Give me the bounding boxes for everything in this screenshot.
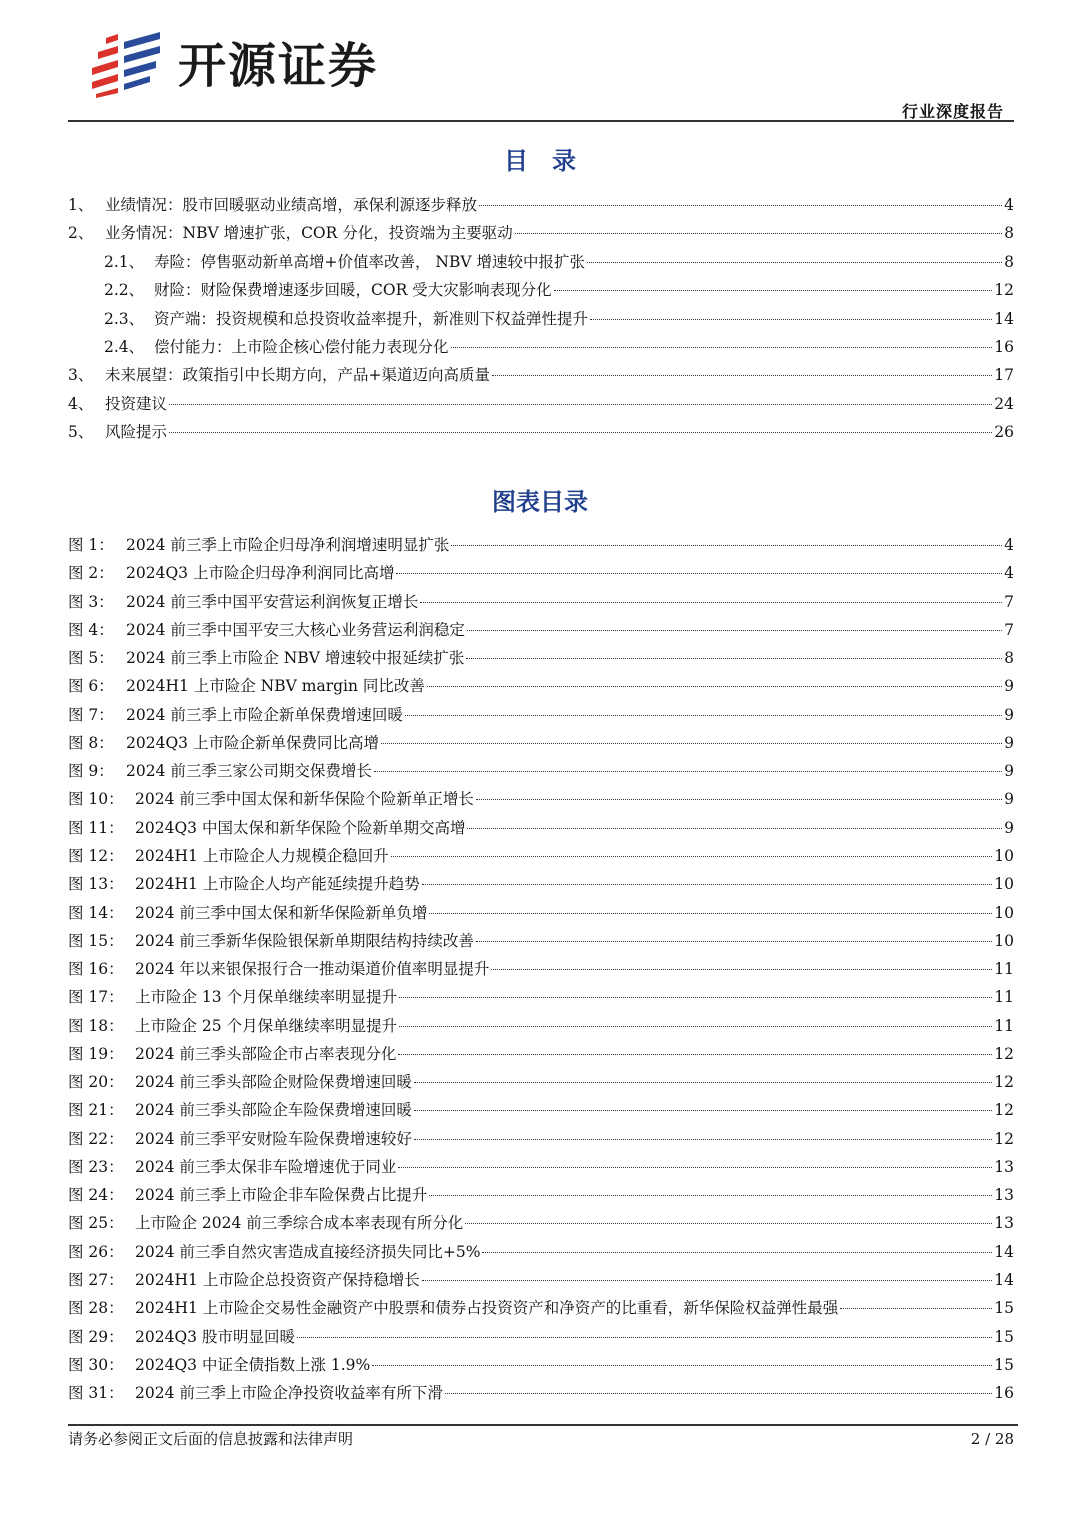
figure-entry[interactable]: [68, 1043, 1014, 1065]
figure-entry[interactable]: [68, 845, 1014, 867]
figure-entry-page: 7: [1004, 620, 1014, 639]
figure-entry[interactable]: [68, 1326, 1014, 1348]
dot-leader: [396, 573, 1002, 574]
figure-entry-page: 10: [994, 931, 1014, 950]
figure-entry[interactable]: [68, 1184, 1014, 1206]
figure-entry-label: 2024Q3 中国太保和新华保险个险新单期交高增: [135, 818, 466, 837]
toc-entry-number: 2.1、: [104, 252, 145, 271]
toc-title: 目 录: [504, 146, 576, 175]
figure-entry-page: 9: [1004, 733, 1014, 752]
figure-entry-label: 2024 前三季头部险企市占率表现分化: [135, 1044, 397, 1063]
figure-entry-label: 2024 前三季上市险企 NBV 增速较中报延续扩张: [126, 649, 465, 668]
figure-entry-label: 2024 前三季中国平安三大核心业务营运利润稳定: [126, 620, 465, 639]
figure-entry-page: 12: [994, 1129, 1014, 1148]
figure-entry[interactable]: [68, 619, 1014, 641]
figure-entry-label: 2024H1 上市险企人力规模企稳回升: [135, 846, 389, 865]
toc-entry-label: 业绩情况：股市回暖驱动业绩高增，承保利源逐步释放: [105, 196, 478, 214]
figure-entry-label: 2024 前三季上市险企净投资收益率有所下滑: [135, 1384, 443, 1403]
figure-entry-number: 图 17：: [68, 988, 124, 1007]
figure-entry[interactable]: [68, 1269, 1014, 1291]
toc-entry[interactable]: [68, 194, 1014, 216]
figure-entry-page: 16: [994, 1384, 1014, 1403]
dot-leader: [467, 828, 1002, 829]
toc-entry-label: 业务情况：NBV 增速扩张，COR 分化，投资端为主要驱动: [105, 224, 513, 243]
dot-leader: [476, 941, 992, 942]
dot-leader: [405, 715, 1002, 716]
figure-entry-label: 上市险企 25 个月保单继续率明显提升: [135, 1016, 398, 1035]
toc-entry-number: 2.4、: [104, 338, 145, 356]
dot-leader: [466, 658, 1002, 659]
figure-entry-number: 图 7：: [68, 705, 114, 724]
figure-entry-page: 12: [994, 1073, 1014, 1092]
figure-entry-number: 图 20：: [68, 1073, 124, 1092]
figure-entry[interactable]: [68, 534, 1014, 556]
figure-entry-page: 10: [994, 903, 1014, 922]
figure-entry-label: 2024 前三季太保非车险增速优于同业: [135, 1157, 397, 1176]
figure-entry[interactable]: [68, 760, 1014, 782]
figure-entry-page: 9: [1004, 818, 1014, 837]
dot-leader: [491, 969, 992, 970]
dot-leader: [374, 771, 1002, 772]
figure-entry-page: 13: [994, 1186, 1014, 1205]
toc-entry-number: 5、: [68, 423, 94, 442]
toc-entry-number: 2.2、: [104, 281, 145, 300]
header-divider: [68, 120, 1014, 122]
figure-entry-number: 图 24：: [68, 1186, 124, 1205]
figure-entry-number: 图 15：: [68, 931, 124, 950]
toc-entry-page: 17: [994, 366, 1014, 385]
figure-entry[interactable]: [68, 1212, 1014, 1234]
figure-entry-number: 图 1：: [68, 536, 114, 554]
dot-leader: [515, 233, 1002, 234]
kaiyuan-logo-icon: [88, 30, 168, 100]
figure-entry-page: 4: [1004, 536, 1014, 554]
toc-entry-label: 投资建议: [105, 394, 168, 413]
figure-entry-page: 9: [1004, 677, 1014, 696]
figure-entry-number: 图 30：: [68, 1355, 124, 1374]
figure-entry-label: 2024Q3 股市明显回暖: [135, 1327, 295, 1346]
footer-disclaimer: 请务必参阅正文后面的信息披露和法律声明: [68, 1430, 354, 1448]
figure-entry[interactable]: [68, 817, 1014, 839]
dot-leader: [391, 856, 993, 857]
toc-entry-label: 未来展望：政策指引中长期方向，产品+渠道迈向高质量: [105, 366, 490, 385]
figure-entry-number: 图 16：: [68, 960, 124, 979]
toc-entry-number: 2.3、: [104, 309, 145, 328]
dot-leader: [840, 1308, 992, 1309]
figure-entry-number: 图 19：: [68, 1044, 124, 1063]
figure-entry-number: 图 3：: [68, 592, 114, 611]
figure-entry-label: 2024 前三季平安财险车险保费增速较好: [135, 1129, 412, 1148]
figure-entry-label: 2024 前三季上市险企非车险保费占比提升: [135, 1186, 428, 1205]
dot-leader: [429, 1195, 992, 1196]
toc-entry-number: 4、: [68, 394, 94, 413]
dot-leader: [414, 1082, 992, 1083]
figure-entry-page: 13: [994, 1214, 1014, 1233]
brand-name: 开源证券: [178, 38, 379, 94]
figure-entry-label: 2024H1 上市险企总投资资产保持稳增长: [135, 1271, 420, 1290]
figure-entry[interactable]: [68, 1241, 1014, 1263]
figure-entry-page: 15: [994, 1327, 1014, 1346]
figure-entry[interactable]: [68, 562, 1014, 584]
dot-leader: [169, 404, 992, 405]
figure-entry-page: 12: [994, 1101, 1014, 1120]
figure-entry-number: 图 22：: [68, 1129, 124, 1148]
dot-leader: [169, 432, 992, 433]
figure-entry-page: 11: [994, 1016, 1014, 1035]
figure-entry-label: 2024 前三季头部险企财险保费增速回暖: [135, 1073, 412, 1092]
figure-entry-label: 2024 前三季上市险企新单保费增速回暖: [126, 705, 403, 724]
dot-leader: [554, 290, 993, 291]
figure-entry-number: 图 23：: [68, 1157, 124, 1176]
toc-entry-label: 风险提示: [105, 423, 168, 442]
dot-leader: [420, 602, 1002, 603]
toc-entry[interactable]: [104, 308, 1014, 330]
figure-entry[interactable]: [68, 1099, 1014, 1121]
toc-entry[interactable]: [68, 393, 1014, 415]
figure-entry-number: 图 31：: [68, 1384, 124, 1403]
figure-entry-label: 2024 前三季新华保险银保新单期限结构持续改善: [135, 931, 474, 950]
figure-entry-number: 图 18：: [68, 1016, 124, 1035]
dot-leader: [451, 347, 993, 348]
figure-entry-page: 10: [994, 846, 1014, 865]
figure-list-title: 图表目录: [492, 487, 588, 516]
toc-entry-number: 2、: [68, 224, 94, 243]
dot-leader: [492, 375, 992, 376]
footer-divider: [68, 1424, 1018, 1426]
figure-entry-number: 图 6：: [68, 677, 114, 696]
dot-leader: [398, 1054, 992, 1055]
figure-entry[interactable]: [68, 704, 1014, 726]
figure-entry[interactable]: [68, 732, 1014, 754]
figure-entry-label: 2024Q3 上市险企归母净利润同比高增: [126, 564, 395, 583]
figure-entry-label: 2024 前三季中国太保和新华保险新单负增: [135, 903, 428, 922]
toc-entry-number: 3、: [68, 366, 94, 385]
dot-leader: [479, 205, 1002, 206]
toc-entry-page: 26: [994, 423, 1014, 442]
figure-entry-page: 9: [1004, 762, 1014, 781]
figure-entry-number: 图 2：: [68, 564, 114, 583]
figure-entry[interactable]: [68, 1297, 1014, 1319]
toc-entry[interactable]: [68, 222, 1014, 244]
dot-leader: [482, 1252, 992, 1253]
figure-entry-page: 8: [1004, 649, 1014, 668]
toc-entry[interactable]: [104, 251, 1014, 273]
figure-entry-page: 12: [994, 1044, 1014, 1063]
figure-entry[interactable]: [68, 591, 1014, 613]
dot-leader: [422, 884, 993, 885]
figure-entry-label: 2024H1 上市险企 NBV margin 同比改善: [126, 677, 425, 696]
figure-entry-number: 图 21：: [68, 1101, 124, 1120]
figure-entry-number: 图 10：: [68, 790, 124, 809]
figure-entry-number: 图 26：: [68, 1242, 124, 1261]
dot-leader: [414, 1139, 992, 1140]
figure-entry-page: 13: [994, 1157, 1014, 1176]
figure-entry-page: 15: [994, 1355, 1014, 1374]
toc-entry[interactable]: [104, 336, 1014, 358]
toc-entry-label: 资产端：投资规模和总投资收益率提升，新准则下权益弹性提升: [154, 309, 589, 328]
figure-entry-page: 11: [994, 960, 1014, 979]
figure-entry-page: 7: [1004, 592, 1014, 611]
figure-entry-label: 上市险企 13 个月保单继续率明显提升: [135, 988, 398, 1007]
dot-leader: [476, 799, 1002, 800]
dot-leader: [381, 743, 1002, 744]
figure-entry-label: 2024 前三季中国太保和新华保险个险新单正增长: [135, 790, 474, 809]
dot-leader: [587, 262, 1002, 263]
figure-entry-number: 图 29：: [68, 1327, 124, 1346]
figure-entry-number: 图 13：: [68, 875, 124, 894]
toc-entry-page: 4: [1004, 196, 1014, 214]
figure-entry-number: 图 27：: [68, 1271, 124, 1290]
report-type-label: 行业深度报告: [901, 102, 1004, 121]
figure-entry[interactable]: [68, 675, 1014, 697]
figure-entry-number: 图 12：: [68, 846, 124, 865]
figure-entry[interactable]: [68, 958, 1014, 980]
dot-leader: [372, 1365, 992, 1366]
dot-leader: [429, 913, 992, 914]
dot-leader: [414, 1110, 992, 1111]
figure-entry[interactable]: [68, 1382, 1014, 1404]
dot-leader: [297, 1337, 992, 1338]
toc-entry-label: 偿付能力：上市险企核心偿付能力表现分化: [154, 338, 449, 356]
figure-entry-page: 9: [1004, 790, 1014, 809]
toc-entry-page: 8: [1004, 252, 1014, 271]
dot-leader: [427, 686, 1002, 687]
figure-entry[interactable]: [68, 1128, 1014, 1150]
report-header: [0, 0, 1080, 125]
figure-entry-label: 2024 前三季三家公司期交保费增长: [126, 762, 372, 781]
figure-entry-number: 图 25：: [68, 1214, 124, 1233]
figure-entry[interactable]: [68, 873, 1014, 895]
figure-entry-number: 图 4：: [68, 620, 114, 639]
figure-entry-label: 2024Q3 上市险企新单保费同比高增: [126, 733, 379, 752]
toc-entry-page: 16: [994, 338, 1014, 356]
toc-entry-number: 1、: [68, 196, 94, 214]
figure-entry-number: 图 8：: [68, 733, 114, 752]
dot-leader: [445, 1393, 992, 1394]
figure-entry[interactable]: [68, 1071, 1014, 1093]
toc-entry-page: 8: [1004, 224, 1014, 243]
toc-entry[interactable]: [68, 364, 1014, 386]
figure-entry-number: 图 14：: [68, 903, 124, 922]
figure-entry-label: 2024 前三季自然灾害造成直接经济损失同比+5%: [135, 1242, 481, 1261]
figure-entry-label: 2024 前三季头部险企车险保费增速回暖: [135, 1101, 412, 1120]
figure-entry-label: 2024 前三季上市险企归母净利润增速明显扩张: [126, 536, 450, 554]
figure-entry-page: 10: [994, 875, 1014, 894]
figure-entry[interactable]: [68, 1156, 1014, 1178]
figure-entry-label: 2024 年以来银保报行合一推动渠道价值率明显提升: [135, 960, 490, 979]
dot-leader: [590, 319, 992, 320]
figure-entry[interactable]: [68, 788, 1014, 810]
figure-entry-label: 2024Q3 中证全债指数上涨 1.9%: [135, 1355, 371, 1374]
figure-entry[interactable]: [68, 930, 1014, 952]
figure-entry[interactable]: [68, 647, 1014, 669]
figure-entry-number: 图 11：: [68, 818, 124, 837]
toc-entry[interactable]: [104, 279, 1014, 301]
figure-entry-page: 4: [1004, 564, 1014, 583]
figure-entry-label: 2024H1 上市险企人均产能延续提升趋势: [135, 875, 420, 894]
dot-leader: [465, 1223, 992, 1224]
figure-entry-number: 图 5：: [68, 649, 114, 668]
toc-entry-label: 寿险：停售驱动新单高增+价值率改善， NBV 增速较中报扩张: [154, 252, 585, 271]
figure-entry[interactable]: [68, 1354, 1014, 1376]
figure-entry-page: 14: [994, 1242, 1014, 1261]
figure-entry-page: 11: [994, 988, 1014, 1007]
toc-entry-page: 24: [994, 394, 1014, 413]
figure-entry-page: 9: [1004, 705, 1014, 724]
toc-entry[interactable]: [68, 421, 1014, 443]
figure-entry-label: 2024 前三季中国平安营运利润恢复正增长: [126, 592, 419, 611]
dot-leader: [422, 1280, 993, 1281]
toc-entry-page: 14: [994, 309, 1014, 328]
toc-entry-page: 12: [994, 281, 1014, 300]
figure-entry-label: 2024H1 上市险企交易性金融资产中股票和债券占投资资产和净资产的比重看，新华保险权益弹性最强: [135, 1299, 839, 1318]
dot-leader: [451, 545, 1002, 546]
figure-entry-number: 图 9：: [68, 762, 114, 781]
page-number: 2 / 28: [970, 1430, 1014, 1448]
figure-entry-page: 15: [994, 1299, 1014, 1318]
figure-entry[interactable]: [68, 1015, 1014, 1037]
dot-leader: [399, 1026, 992, 1027]
figure-entry[interactable]: [68, 986, 1014, 1008]
figure-entry-page: 14: [994, 1271, 1014, 1290]
figure-entry-label: 上市险企 2024 前三季综合成本率表现有所分化: [135, 1214, 464, 1233]
dot-leader: [467, 630, 1002, 631]
figure-entry-number: 图 28：: [68, 1299, 124, 1318]
dot-leader: [399, 997, 992, 998]
toc-entry-label: 财险：财险保费增速逐步回暖，COR 受大灾影响表现分化: [154, 281, 552, 300]
figure-entry[interactable]: [68, 902, 1014, 924]
dot-leader: [398, 1167, 992, 1168]
